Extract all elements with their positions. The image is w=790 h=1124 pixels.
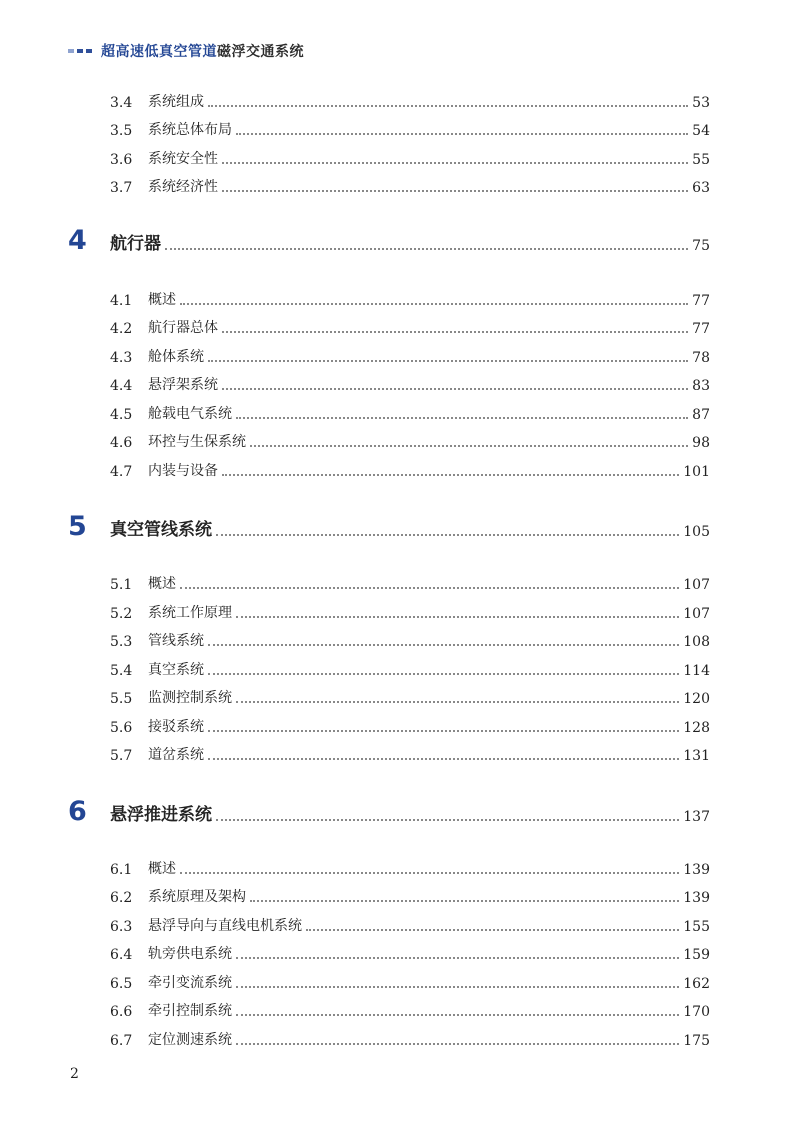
toc-entry-page: 131 bbox=[683, 748, 710, 764]
toc-entry-page: 175 bbox=[683, 1033, 710, 1049]
toc-entry-title: 接驳系统 bbox=[148, 719, 204, 735]
toc-entry-title: 定位测速系统 bbox=[148, 1032, 232, 1048]
chapter-page: 105 bbox=[683, 524, 710, 540]
toc-entry-number: 6.2 bbox=[110, 890, 133, 906]
toc-entry-6-3[interactable] bbox=[110, 913, 710, 935]
toc-entry-3-6[interactable] bbox=[110, 146, 710, 168]
chapter-page: 75 bbox=[692, 238, 710, 254]
toc-entry-title: 监测控制系统 bbox=[148, 690, 232, 706]
toc-entry-3-7[interactable] bbox=[110, 174, 710, 196]
toc-entry-6-5[interactable] bbox=[110, 970, 710, 992]
toc-entry-page: 77 bbox=[692, 321, 710, 337]
toc-entry-4-3[interactable] bbox=[110, 344, 710, 366]
toc-entry-title: 概述 bbox=[148, 861, 176, 877]
toc-entry-title: 系统经济性 bbox=[148, 179, 218, 195]
header-decoration-icon bbox=[68, 49, 92, 53]
toc-entry-number: 6.5 bbox=[110, 976, 133, 992]
toc-entry-title: 舱载电气系统 bbox=[148, 406, 232, 422]
chapter-title: 航行器 bbox=[110, 234, 161, 254]
dot-leader bbox=[222, 189, 688, 192]
toc-entry-page: 53 bbox=[692, 95, 710, 111]
toc-entry-number: 5.3 bbox=[110, 634, 133, 650]
toc-entry-title: 航行器总体 bbox=[148, 320, 218, 336]
toc-entry-number: 6.4 bbox=[110, 947, 133, 963]
toc-entry-5-2[interactable] bbox=[110, 600, 710, 622]
toc-entry-number: 4.2 bbox=[110, 321, 133, 337]
toc-entry-page: 159 bbox=[683, 947, 710, 963]
toc-entry-page: 155 bbox=[683, 919, 710, 935]
toc-entry-number: 5.7 bbox=[110, 748, 133, 764]
dot-leader bbox=[236, 1042, 679, 1045]
dot-leader bbox=[236, 132, 688, 135]
toc-entry-title: 环控与生保系统 bbox=[148, 434, 246, 450]
chapter-title: 真空管线系统 bbox=[110, 520, 212, 540]
toc-entry-title: 系统工作原理 bbox=[148, 605, 232, 621]
toc-entry-title: 真空系统 bbox=[148, 662, 204, 678]
dot-leader bbox=[180, 302, 688, 305]
toc-entry-5-3[interactable] bbox=[110, 628, 710, 650]
toc-entry-number: 5.1 bbox=[110, 577, 133, 593]
toc-entry-page: 55 bbox=[692, 152, 710, 168]
toc-entry-title: 道岔系统 bbox=[148, 747, 204, 763]
toc-entry-page: 78 bbox=[692, 350, 710, 366]
toc-entry-title: 系统组成 bbox=[148, 94, 204, 110]
toc-entry-4-7[interactable] bbox=[110, 458, 710, 480]
dot-leader bbox=[208, 729, 679, 732]
dot-leader bbox=[165, 247, 688, 250]
toc-entry-number: 6.6 bbox=[110, 1004, 133, 1020]
toc-entry-number: 3.6 bbox=[110, 152, 133, 168]
dot-leader bbox=[236, 615, 679, 618]
toc-entry-3-5[interactable] bbox=[110, 117, 710, 139]
toc-entry-number: 6.3 bbox=[110, 919, 133, 935]
toc-entry-number: 5.5 bbox=[110, 691, 133, 707]
dot-leader bbox=[208, 672, 679, 675]
toc-entry-title: 牵引控制系统 bbox=[148, 1003, 232, 1019]
toc-entry-title: 概述 bbox=[148, 576, 176, 592]
dot-leader bbox=[208, 359, 688, 362]
toc-entry-number: 4.7 bbox=[110, 464, 133, 480]
book-title bbox=[101, 41, 304, 61]
dot-leader bbox=[236, 1013, 679, 1016]
toc-entry-number: 5.6 bbox=[110, 720, 133, 736]
book-title-rest: 磁浮交通系统 bbox=[217, 44, 304, 60]
toc-entry-5-7[interactable] bbox=[110, 742, 710, 764]
dot-leader bbox=[208, 643, 679, 646]
chapter-number: 4 bbox=[68, 225, 87, 256]
page-number: 2 bbox=[70, 1066, 79, 1082]
toc-entry-6-4[interactable] bbox=[110, 941, 710, 963]
toc-entry-title: 系统总体布局 bbox=[148, 122, 232, 138]
toc-entry-4-6[interactable] bbox=[110, 429, 710, 451]
toc-entry-number: 4.5 bbox=[110, 407, 133, 423]
dot-leader bbox=[216, 533, 679, 536]
toc-entry-title: 系统原理及架构 bbox=[148, 889, 246, 905]
toc-entry-page: 83 bbox=[692, 378, 710, 394]
toc-entry-title: 牵引变流系统 bbox=[148, 975, 232, 991]
dot-leader bbox=[216, 818, 679, 821]
toc-entry-page: 108 bbox=[683, 634, 710, 650]
toc-entry-page: 87 bbox=[692, 407, 710, 423]
toc-entry-4-2[interactable] bbox=[110, 315, 710, 337]
toc-entry-4-4[interactable] bbox=[110, 372, 710, 394]
toc-entry-5-1[interactable] bbox=[110, 571, 710, 593]
dot-leader bbox=[222, 473, 679, 476]
toc-entry-4-1[interactable] bbox=[110, 287, 710, 309]
toc-entry-page: 54 bbox=[692, 123, 710, 139]
toc-entry-title: 管线系统 bbox=[148, 633, 204, 649]
running-header bbox=[68, 40, 304, 62]
toc-entry-title: 悬浮导向与直线电机系统 bbox=[148, 918, 302, 934]
dot-leader bbox=[222, 387, 688, 390]
toc-entry-number: 4.3 bbox=[110, 350, 133, 366]
toc-entry-title: 舱体系统 bbox=[148, 349, 204, 365]
toc-entry-number: 4.4 bbox=[110, 378, 133, 394]
toc-entry-page: 120 bbox=[683, 691, 710, 707]
dot-leader bbox=[250, 899, 679, 902]
toc-chapter-5[interactable] bbox=[68, 508, 710, 540]
chapter-number: 6 bbox=[68, 796, 87, 827]
chapter-title: 悬浮推进系统 bbox=[110, 805, 212, 825]
toc-entry-title: 内装与设备 bbox=[148, 463, 218, 479]
toc-entry-title: 系统安全性 bbox=[148, 151, 218, 167]
toc-entry-page: 139 bbox=[683, 890, 710, 906]
dot-leader bbox=[208, 104, 688, 107]
toc-entry-number: 5.4 bbox=[110, 663, 133, 679]
toc-entry-page: 162 bbox=[683, 976, 710, 992]
toc-entry-number: 6.7 bbox=[110, 1033, 133, 1049]
toc-chapter-6[interactable] bbox=[68, 793, 710, 825]
toc-entry-number: 5.2 bbox=[110, 606, 133, 622]
toc-entry-6-2[interactable] bbox=[110, 884, 710, 906]
toc-entry-number: 3.5 bbox=[110, 123, 133, 139]
toc-entry-6-1[interactable] bbox=[110, 856, 710, 878]
dot-leader bbox=[222, 330, 688, 333]
toc-entry-page: 170 bbox=[683, 1004, 710, 1020]
dot-leader bbox=[222, 161, 688, 164]
toc-entry-5-4[interactable] bbox=[110, 657, 710, 679]
toc-entry-page: 77 bbox=[692, 293, 710, 309]
dot-leader bbox=[250, 444, 688, 447]
toc-chapter-4[interactable] bbox=[68, 222, 710, 254]
toc-entry-page: 107 bbox=[683, 577, 710, 593]
toc-entry-number: 4.1 bbox=[110, 293, 133, 309]
toc-entry-page: 128 bbox=[683, 720, 710, 736]
dot-leader bbox=[208, 757, 679, 760]
toc-entry-number: 3.7 bbox=[110, 180, 133, 196]
chapter-number: 5 bbox=[68, 511, 87, 542]
toc-entry-5-5[interactable] bbox=[110, 685, 710, 707]
toc-entry-title: 概述 bbox=[148, 292, 176, 308]
toc-entry-number: 4.6 bbox=[110, 435, 133, 451]
toc-entry-page: 114 bbox=[683, 663, 710, 679]
toc-entry-6-6[interactable] bbox=[110, 998, 710, 1020]
toc-entry-3-4[interactable] bbox=[110, 89, 710, 111]
dot-leader bbox=[180, 871, 679, 874]
toc-entry-number: 6.1 bbox=[110, 862, 133, 878]
toc-entry-title: 轨旁供电系统 bbox=[148, 946, 232, 962]
book-title-highlight: 超高速低真空管道 bbox=[101, 44, 217, 60]
dot-leader bbox=[236, 956, 679, 959]
dot-leader bbox=[306, 928, 679, 931]
dot-leader bbox=[236, 700, 679, 703]
toc-entry-page: 139 bbox=[683, 862, 710, 878]
toc-entry-page: 98 bbox=[692, 435, 710, 451]
toc-entry-4-5[interactable] bbox=[110, 401, 710, 423]
toc-entry-6-7[interactable] bbox=[110, 1027, 710, 1049]
dot-leader bbox=[236, 416, 688, 419]
dot-leader bbox=[236, 985, 679, 988]
chapter-page: 137 bbox=[683, 809, 710, 825]
toc-entry-5-6[interactable] bbox=[110, 714, 710, 736]
toc-entry-title: 悬浮架系统 bbox=[148, 377, 218, 393]
toc-entry-page: 101 bbox=[683, 464, 710, 480]
toc-entry-number: 3.4 bbox=[110, 95, 133, 111]
toc-entry-page: 63 bbox=[692, 180, 710, 196]
toc-entry-page: 107 bbox=[683, 606, 710, 622]
dot-leader bbox=[180, 586, 679, 589]
